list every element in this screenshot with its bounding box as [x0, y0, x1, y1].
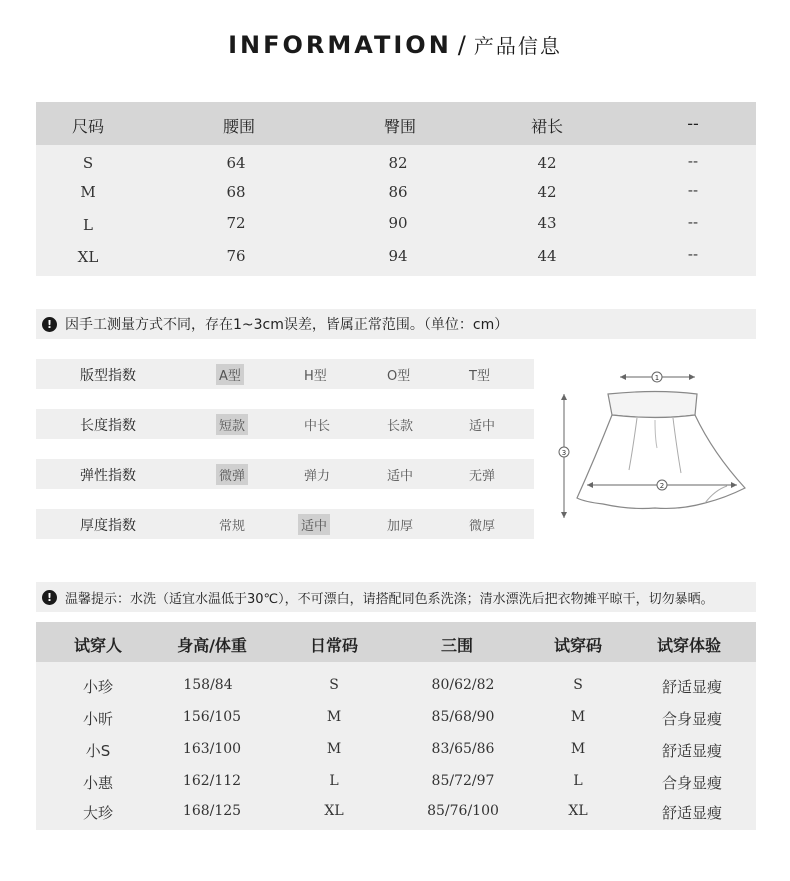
index-option: 加厚	[387, 519, 414, 534]
fit-cell: M	[570, 709, 586, 725]
fit-cell: 162/112	[182, 773, 242, 789]
size-header-waist: 腰围	[222, 117, 256, 136]
fit-header-person: 试穿人	[73, 636, 123, 655]
index-option: 无弹	[469, 469, 496, 484]
exclamation-circle-icon: !	[42, 590, 57, 605]
index-label: 厚度指数	[80, 518, 136, 534]
skirt-body	[577, 415, 745, 509]
size-cell: 76	[226, 247, 246, 265]
fit-cell: 小S	[85, 742, 111, 760]
fit-cell: 85/76/100	[427, 803, 499, 819]
size-cell: --	[687, 213, 699, 231]
fit-cell: 80/62/82	[431, 677, 495, 693]
index-option: 弹力	[304, 469, 331, 484]
washing-notice	[36, 582, 756, 612]
size-table-header	[36, 102, 756, 145]
skirt-measurement-diagram	[545, 358, 760, 526]
fit-cell: XL	[568, 803, 588, 819]
fit-cell: 舒适显瘦	[661, 804, 723, 822]
size-cell: 86	[388, 183, 408, 201]
index-option: H型	[304, 369, 327, 384]
fit-cell: 85/68/90	[431, 709, 495, 725]
fit-cell: 158/84	[183, 677, 233, 693]
fitting-table-body	[36, 662, 756, 830]
size-cell: 44	[537, 247, 557, 265]
index-option: 微厚	[469, 519, 496, 534]
fit-cell: 大珍	[82, 804, 114, 822]
marker-2: 2	[659, 482, 665, 490]
fit-cell: M	[326, 709, 342, 725]
size-cell: 42	[537, 183, 557, 201]
index-option-selected: 微弹	[216, 464, 248, 485]
index-label: 弹性指数	[80, 468, 136, 484]
skirt-waistband	[608, 392, 697, 418]
index-row-thickness	[36, 509, 534, 539]
fit-cell: 小珍	[82, 678, 114, 696]
size-cell: M	[80, 183, 96, 201]
size-cell: 82	[388, 154, 408, 172]
page-title	[0, 30, 790, 59]
size-cell: 43	[537, 214, 557, 232]
size-cell: 90	[388, 214, 408, 232]
size-header-hip: 臀围	[383, 117, 417, 136]
fit-cell: 83/65/86	[431, 741, 495, 757]
size-cell: --	[687, 152, 699, 170]
index-row-fit	[36, 359, 534, 389]
size-cell: XL	[77, 248, 99, 266]
title-en: INFORMATION	[228, 31, 452, 59]
size-table-body	[36, 145, 756, 276]
index-label: 版型指数	[80, 368, 136, 384]
size-cell: 68	[226, 183, 246, 201]
fit-cell: 小惠	[82, 774, 114, 792]
index-option-selected: 短款	[216, 414, 248, 435]
index-option: 长款	[387, 419, 414, 434]
index-row-elasticity	[36, 459, 534, 489]
fit-cell: 163/100	[182, 741, 242, 757]
title-zh: 产品信息	[473, 34, 562, 58]
index-row-length	[36, 409, 534, 439]
fit-cell: 合身显瘦	[661, 710, 723, 728]
size-cell: --	[687, 181, 699, 199]
size-cell: 42	[537, 154, 557, 172]
fit-cell: XL	[324, 803, 344, 819]
fit-cell: 小昕	[82, 710, 114, 728]
size-header-extra: --	[687, 114, 699, 133]
index-option: 适中	[469, 419, 496, 434]
marker-3: 3	[561, 449, 567, 457]
fitting-table-header	[36, 622, 756, 662]
index-option: 适中	[387, 469, 414, 484]
fit-cell: L	[329, 773, 339, 789]
marker-1: 1	[654, 374, 660, 382]
fit-cell: S	[329, 677, 339, 693]
fit-header-tried-size: 试穿码	[553, 636, 603, 655]
size-header-size: 尺码	[71, 117, 105, 136]
size-cell: 64	[226, 154, 246, 172]
fit-cell: 85/72/97	[431, 773, 495, 789]
fit-header-experience: 试穿体验	[656, 636, 722, 655]
fit-cell: 舒适显瘦	[661, 742, 723, 760]
fit-header-height-weight: 身高/体重	[177, 636, 247, 655]
washing-notice-text: 温馨提示：水洗（适宜水温低于30℃），不可漂白，请搭配同色系洗涤；清水漂洗后把衣物摊平晾干，切勿暴晒。	[65, 591, 714, 607]
index-label: 长度指数	[80, 418, 136, 434]
index-option: T型	[469, 369, 490, 384]
fit-cell: S	[573, 677, 583, 693]
fit-cell: M	[326, 741, 342, 757]
size-cell: S	[82, 154, 94, 172]
exclamation-circle-icon: !	[42, 317, 57, 332]
size-header-length: 裙长	[530, 117, 564, 136]
fit-cell: L	[573, 773, 583, 789]
fit-cell: 舒适显瘦	[661, 678, 723, 696]
size-cell: 94	[388, 247, 408, 265]
index-option-selected: A型	[216, 364, 244, 385]
index-option: 中长	[304, 419, 331, 434]
size-cell: 72	[226, 214, 246, 232]
size-cell: L	[83, 216, 93, 234]
title-separator: /	[457, 31, 468, 59]
index-option-selected: 适中	[298, 514, 330, 535]
size-cell: --	[687, 245, 699, 263]
index-option: O型	[387, 369, 411, 384]
fit-cell: 168/125	[182, 803, 242, 819]
measurement-notice	[36, 309, 756, 339]
index-option: 常规	[219, 519, 246, 534]
measurement-notice-text: 因手工测量方式不同，存在1~3cm误差，皆属正常范围。（单位：cm）	[65, 317, 509, 333]
fit-header-daily-size: 日常码	[309, 636, 359, 655]
fit-cell: 156/105	[182, 709, 242, 725]
fit-cell: M	[570, 741, 586, 757]
fit-header-measurements: 三围	[440, 636, 474, 655]
fit-cell: 合身显瘦	[661, 774, 723, 792]
